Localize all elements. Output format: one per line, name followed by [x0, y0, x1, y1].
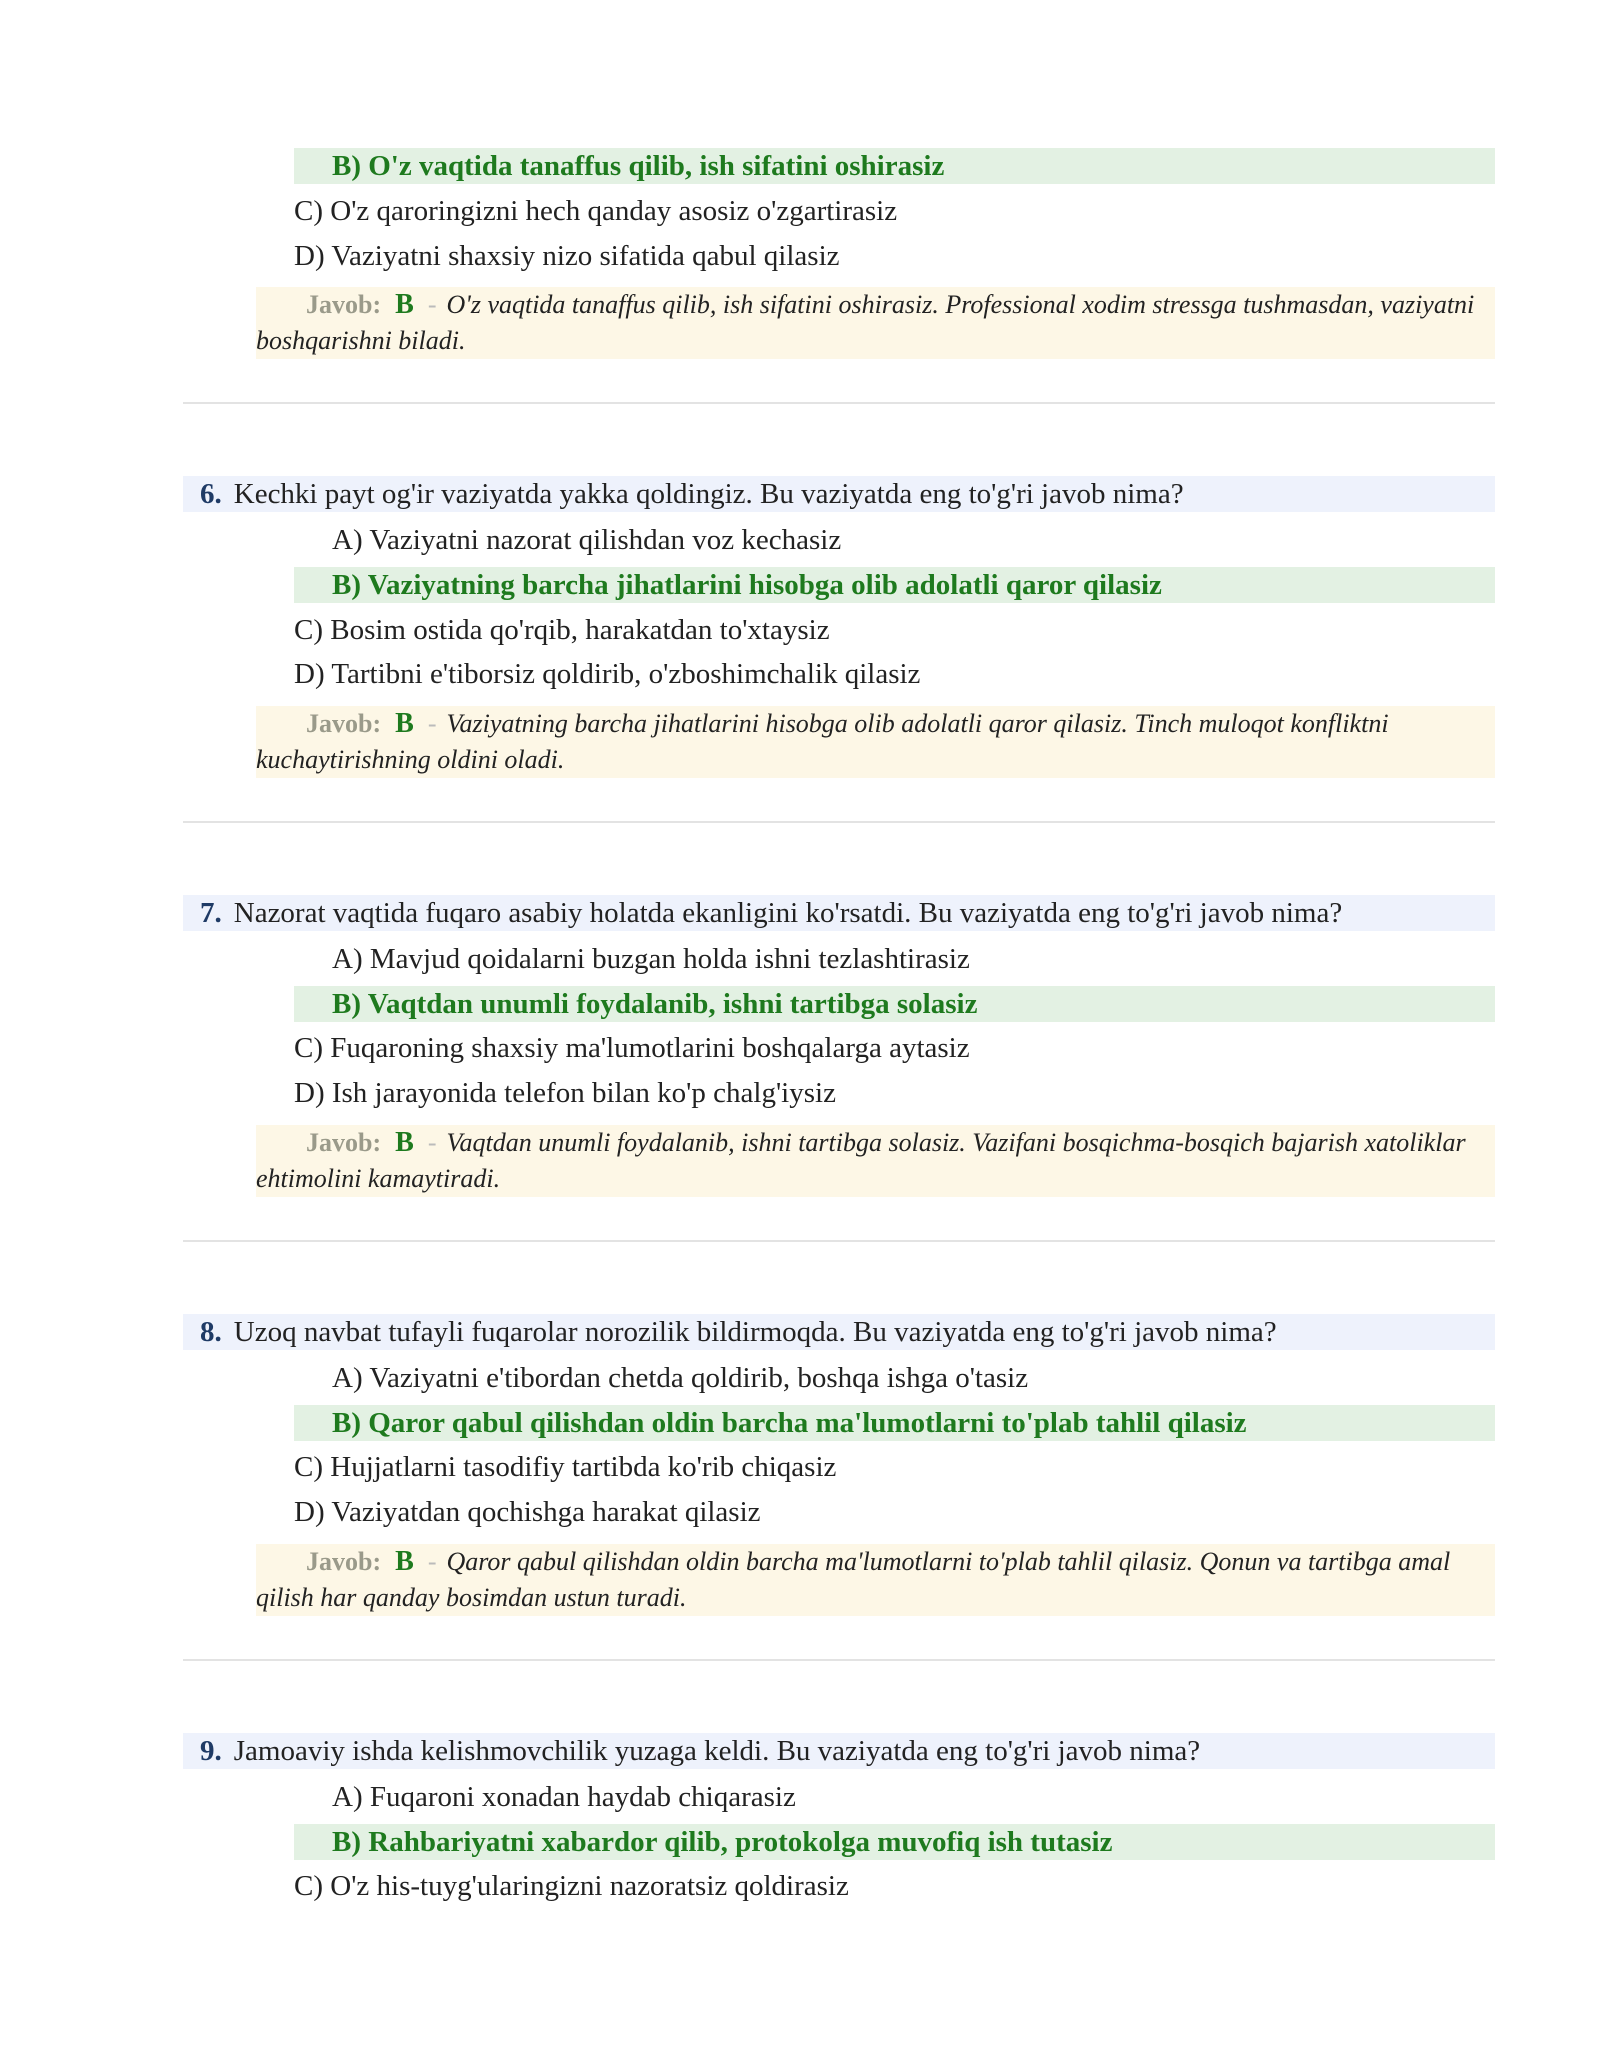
divider	[183, 402, 1495, 404]
option: C) Hujjatlarni tasodifiy tartibda ko'rib chiqasiz	[294, 1451, 837, 1483]
option: A) Fuqaroni xonadan haydab chiqarasiz	[332, 1781, 796, 1813]
option: A) Vaziyatni e'tibordan chetda qoldirib, boshqa ishga o'tasiz	[332, 1362, 1029, 1394]
option: C) Fuqaroning shaxsiy ma'lumotlarini boshqalarga aytasiz	[294, 1032, 970, 1064]
answer-text: Qaror qabul qilishdan oldin barcha ma'lumotlarni to'plab tahlil qilasiz. Qonun va tartibga amal qilish har qanday bosimdan ustun turadi.	[256, 1547, 1451, 1612]
answer-dash: -	[427, 290, 437, 319]
option: D) Vaziyatni shaxsiy nizo sifatida qabul qilasiz	[294, 240, 840, 272]
answer-dash: -	[427, 1547, 437, 1576]
option: A) Vaziyatni nazorat qilishdan voz kechasiz	[332, 524, 842, 556]
option: A) Mavjud qoidalarni buzgan holda ishni tezlashtirasiz	[332, 943, 970, 975]
option-correct: B) O'z vaqtida tanaffus qilib, ish sifatini oshirasiz	[294, 148, 1495, 184]
option-correct: B) Vaziyatning barcha jihatlarini hisobga olib adolatli qaror qilasiz	[294, 567, 1495, 603]
question-number: 9.	[200, 1735, 222, 1767]
question-number: 7.	[200, 897, 222, 929]
answer-letter: B	[395, 1127, 414, 1158]
question-heading	[183, 895, 1495, 931]
answer-label: Javob:	[306, 709, 382, 738]
answer-text: Vaziyatning barcha jihatlarini hisobga olib adolatli qaror qilasiz. Tinch muloqot konfliktni kuchaytirishning oldini oladi.	[256, 709, 1389, 774]
answer-label: Javob:	[306, 1128, 382, 1157]
option: C) O'z his-tuyg'ularingizni nazoratsiz qoldirasiz	[294, 1870, 849, 1902]
answer-letter: B	[395, 1546, 414, 1577]
answer-label: Javob:	[306, 1547, 382, 1576]
answer-letter: B	[395, 708, 414, 739]
question-heading	[183, 476, 1495, 512]
option: C) Bosim ostida qo'rqib, harakatdan to'xtaysiz	[294, 614, 830, 646]
question-number: 8.	[200, 1316, 222, 1348]
answer-box	[256, 287, 1495, 359]
divider	[183, 1659, 1495, 1661]
question-text: Kechki payt og'ir vaziyatda yakka qoldingiz. Bu vaziyatda eng to'g'ri javob nima?	[233, 478, 1184, 510]
answer-dash: -	[427, 1128, 437, 1157]
question-number: 6.	[200, 478, 222, 510]
answer-text: O'z vaqtida tanaffus qilib, ish sifatini oshirasiz. Professional xodim stressga tushmasdan, vaziyatni boshqarishni biladi.	[256, 290, 1475, 355]
answer-box	[256, 706, 1495, 778]
question-heading	[183, 1733, 1495, 1769]
answer-label: Javob:	[306, 290, 382, 319]
question-text: Nazorat vaqtida fuqaro asabiy holatda ekanligini ko'rsatdi. Bu vaziyatda eng to'g'ri javob nima?	[233, 897, 1343, 929]
question-text: Jamoaviy ishda kelishmovchilik yuzaga keldi. Bu vaziyatda eng to'g'ri javob nima?	[233, 1735, 1201, 1767]
answer-box	[256, 1125, 1495, 1197]
option: D) Vaziyatdan qochishga harakat qilasiz	[294, 1496, 761, 1528]
question-heading	[183, 1314, 1495, 1350]
divider	[183, 1240, 1495, 1242]
option-correct: B) Vaqtdan unumli foydalanib, ishni tartibga solasiz	[294, 986, 1495, 1022]
answer-text: Vaqtdan unumli foydalanib, ishni tartibga solasiz. Vazifani bosqichma-bosqich bajarish xatoliklar ehtimolini kamaytiradi.	[256, 1128, 1466, 1193]
answer-dash: -	[427, 709, 437, 738]
answer-box	[256, 1544, 1495, 1616]
option: D) Ish jarayonida telefon bilan ko'p chalg'iysiz	[294, 1077, 836, 1109]
option-correct: B) Qaror qabul qilishdan oldin barcha ma'lumotlarni to'plab tahlil qilasiz	[294, 1405, 1495, 1441]
answer-letter: B	[395, 289, 414, 320]
option: D) Tartibni e'tiborsiz qoldirib, o'zboshimchalik qilasiz	[294, 658, 921, 690]
option-correct: B) Rahbariyatni xabardor qilib, protokolga muvofiq ish tutasiz	[294, 1824, 1495, 1860]
question-text: Uzoq navbat tufayli fuqarolar norozilik bildirmoqda. Bu vaziyatda eng to'g'ri javob nima?	[233, 1316, 1277, 1348]
option: C) O'z qaroringizni hech qanday asosiz o'zgartirasiz	[294, 195, 898, 227]
divider	[183, 821, 1495, 823]
